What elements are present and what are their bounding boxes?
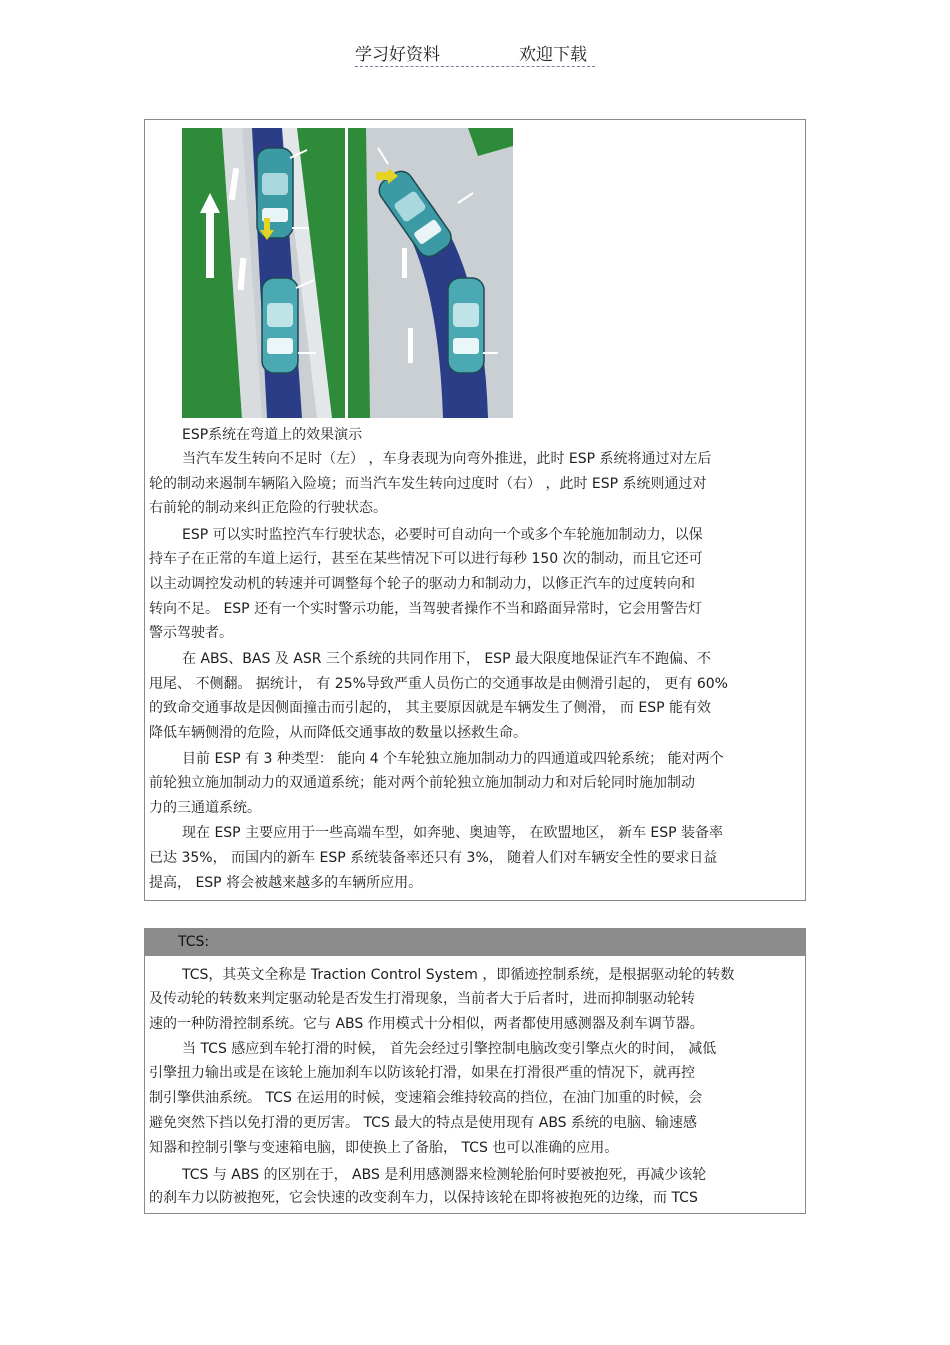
- esp-curve-illustration: [182, 128, 513, 418]
- esp-line: 当汽车发生转向不足时（左） ，车身表现为向弯外推进，此时 ESP 系统将通过对左后: [182, 451, 712, 467]
- esp-line: 警示驾驶者。: [149, 625, 233, 641]
- esp-line: 右前轮的制动来纠正危险的行驶状态。: [149, 500, 387, 516]
- understeer-panel: [182, 128, 345, 418]
- esp-line: 以主动调控发动机的转速并可调整每个轮子的驱动力和制动力，以修正汽车的过度转向和: [149, 576, 695, 592]
- tcs-line: 及传动轮的转数来判定驱动轮是否发生打滑现象，当前者大于后者时，进而抑制驱动轮转: [149, 991, 695, 1007]
- header-right-text: 欢迎下载: [519, 45, 587, 65]
- esp-line: 力的三通道系统。: [149, 800, 261, 816]
- esp-line: 提高， ESP 将会被越来越多的车辆所应用。: [149, 875, 423, 891]
- esp-line: 现在 ESP 主要应用于一些高端车型，如奔驰、奥迪等， 在欧盟地区， 新车 ESP 装备率: [182, 825, 724, 841]
- esp-line: 轮的制动来遏制车辆陷入险境；而当汽车发生转向过度时（右） ，此时 ESP 系统则通过对: [149, 476, 707, 492]
- tcs-line: 避免突然下挡以免打滑的更厉害。 TCS 最大的特点是使用现有 ABS 系统的电脑、输速感: [149, 1115, 698, 1131]
- esp-section: [144, 119, 806, 901]
- esp-line: ESP 可以实时监控汽车行驶状态，必要时可自动向一个或多个车轮施加制动力，以保: [182, 527, 703, 543]
- esp-caption: ESP系统在弯道上的效果演示: [182, 427, 363, 443]
- tcs-line: 知器和控制引擎与变速箱电脑，即使换上了备胎， TCS 也可以准确的应用。: [149, 1140, 619, 1156]
- esp-line: 前轮独立施加制动力的双通道系统；能对两个前轮独立施加制动力和对后轮同时施加制动: [149, 775, 695, 791]
- esp-line: 在 ABS、BAS 及 ASR 三个系统的共同作用下， ESP 最大限度地保证汽车不跑偏、不: [182, 651, 711, 667]
- oversteer-panel: [348, 128, 513, 418]
- esp-line: 目前 ESP 有 3 种类型： 能向 4 个车轮独立施加制动力的四通道或四轮系统； 能对两个: [182, 751, 724, 767]
- header-left-text: 学习好资料: [355, 45, 440, 65]
- esp-line: 已达 35%， 而国内的新车 ESP 系统装备率还只有 3%， 随着人们对车辆安全性的要求日益: [149, 850, 718, 866]
- tcs-line: 速的一种防滑控制系统。它与 ABS 作用模式十分相似，两者都使用感测器及刹车调节器。: [149, 1016, 704, 1032]
- tcs-line: 的刹车力以防被抱死，它会快速的改变刹车力，以保持该轮在即将被抱死的边缘，而 TCS: [149, 1190, 698, 1206]
- esp-line: 转向不足。 ESP 还有一个实时警示功能，当驾驶者操作不当和路面异常时，它会用警告灯: [149, 601, 703, 617]
- tcs-line: 引擎扭力输出或是在该轮上施加刹车以防该轮打滑，如果在打滑很严重的情况下，就再控: [149, 1065, 695, 1081]
- tcs-line: 制引擎供油系统。 TCS 在运用的时候，变速箱会维持较高的挡位，在油门加重的时候，会: [149, 1090, 703, 1106]
- esp-line: 降低车辆侧滑的危险，从而降低交通事故的数量以拯救生命。: [149, 725, 527, 741]
- tcs-line: 当 TCS 感应到车轮打滑的时候， 首先会经过引擎控制电脑改变引擎点火的时间， 减低: [182, 1041, 717, 1057]
- tcs-line: TCS 与 ABS 的区别在于， ABS 是利用感测器来检测轮胎何时要被抱死，再减少该轮: [182, 1167, 707, 1183]
- tcs-title: TCS:: [178, 934, 210, 950]
- esp-line: 的致命交通事故是因侧面撞击而引起的， 其主要原因就是车辆发生了侧滑， 而 ESP 能有效: [149, 700, 711, 716]
- page-header: [355, 40, 595, 67]
- esp-line: 甩尾、 不侧翻。 据统计， 有 25%导致严重人员伤亡的交通事故是由侧滑引起的， 更有 60%: [149, 676, 728, 692]
- esp-line: 持车子在正常的车道上运行，甚至在某些情况下可以进行每秒 150 次的制动，而且它还可: [149, 551, 703, 567]
- tcs-title-bar: [145, 929, 805, 956]
- tcs-section: [144, 928, 806, 1214]
- tcs-line: TCS，其英文全称是 Traction Control System ，即循迹控制系统，是根据驱动轮的转数: [182, 967, 735, 983]
